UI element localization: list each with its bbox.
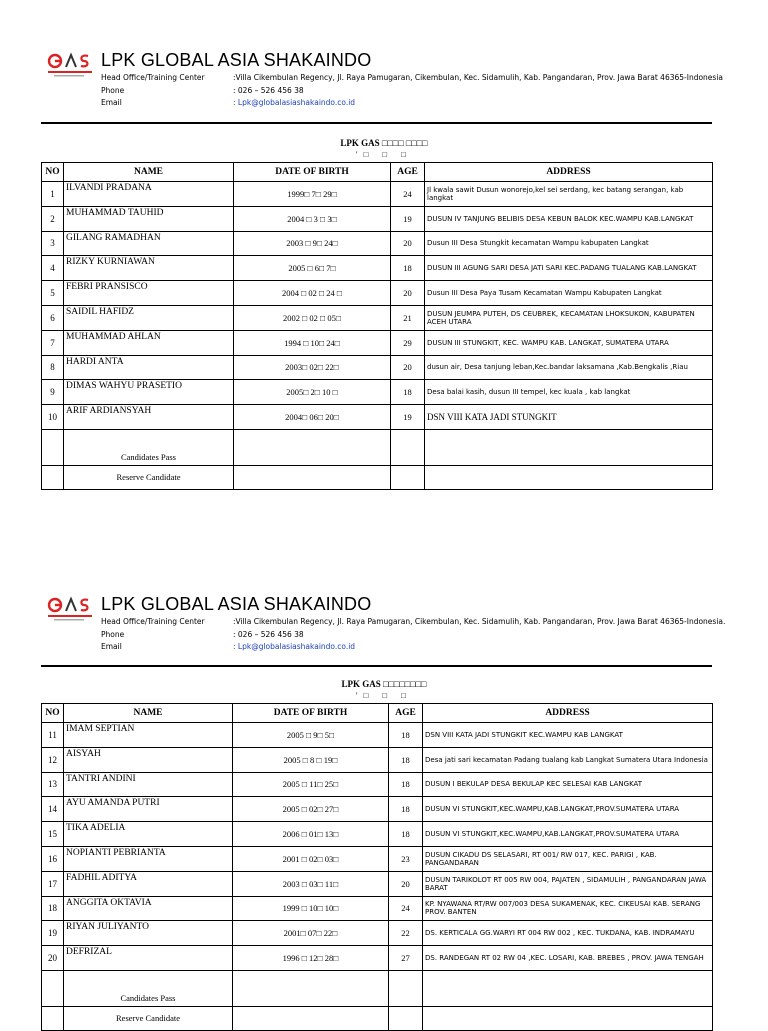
candidate-address: Jl kwala sawit Dusun wonorejo,kel sei serdang, kec batang serangan, kab langkat [425, 182, 713, 207]
office-label: Head Office/Training Center [101, 73, 205, 82]
candidate-age: 20 [391, 355, 425, 380]
phone-label: Phone [101, 86, 125, 95]
candidate-address: DUSUN CIKADU DS SELASARI, RT 001/ RW 017, KEC. PARIGI , KAB. PANGANDARAN [423, 846, 713, 871]
table-row [42, 182, 713, 207]
row-number: 20 [42, 946, 64, 971]
candidate-address: DUSUN IV TANJUNG BELIBIS DESA KEBUN BALOK KEC.WAMPU KAB.LANGKAT [425, 206, 713, 231]
date-of-birth: 2001 □ 02□ 03□ [233, 846, 389, 871]
candidate-age: 19 [391, 405, 425, 430]
candidate-address: DS. KERTICALA GG.WARYI RT 004 RW 002 , KEC. TUKDANA, KAB. INDRAMAYU [423, 921, 713, 946]
date-of-birth: 2005 □ 8 □ 19□ [233, 747, 389, 772]
candidate-age: 18 [391, 380, 425, 405]
header-divider [41, 122, 712, 124]
row-number: 9 [42, 380, 64, 405]
date-of-birth: 2005 □ 6□ 7□ [234, 256, 391, 281]
candidate-name: SAIDIL HAFIDZ [64, 305, 234, 330]
candidate-name: MUHAMMAD AHLAN [64, 330, 234, 355]
row-number: 5 [42, 281, 64, 306]
office-address: :Villa Cikembulan Regency, Jl. Raya Pamugaran, Cikembulan, Kec. Sidamulih, Kab. Pangandaran, Prov. Jawa Barat 46365-Indonesia [233, 73, 724, 82]
form-subtitle: '□ □ □ [356, 150, 412, 159]
date-of-birth: 1999□ 7□ 29□ [234, 182, 391, 207]
table-row [42, 281, 713, 306]
candidate-name: MUHAMMAD TAUHID [64, 206, 234, 231]
email-link[interactable]: : Lpk@globalasiashakaindo.co.id [233, 642, 356, 651]
form-subtitle: '□ □ □ [356, 691, 412, 700]
row-number: 10 [42, 405, 64, 430]
gas-logo-icon [46, 596, 94, 622]
candidate-address: DSN VIII KATA JADI STUNGKIT KEC.WAMPU KAB LANGKAT [423, 723, 713, 748]
date-of-birth: 2005 □ 02□ 27□ [233, 797, 389, 822]
candidate-address: DUSUN JEUMPA PUTEH, DS CEUBREK, KECAMATAN LHOKSUKON, KABUPATEN ACEH UTARA [425, 305, 713, 330]
candidate-age: 18 [389, 797, 423, 822]
candidate-age: 20 [389, 871, 423, 896]
table-row [42, 846, 713, 871]
candidate-name: AISYAH [64, 747, 233, 772]
candidate-address: KP. NYAWANA RT/RW 007/003 DESA SUKAMENAK, KEC. CIKEUSAI KAB. SERANG PROV. BANTEN [423, 896, 713, 921]
row-number: 3 [42, 231, 64, 256]
phone-label: Phone [101, 630, 125, 639]
table-row [42, 946, 713, 971]
candidate-age: 24 [391, 182, 425, 207]
candidate-address: Desa jati sari kecamatan Padang tualang kab Langkat Sumatera Utara Indonesia [423, 747, 713, 772]
date-of-birth: 2002 □ 02 □ 05□ [234, 305, 391, 330]
form-title: LPK GAS □□□□ □□□□ [340, 138, 428, 148]
reserve-candidate-label: Reserve Candidate [64, 1006, 233, 1030]
table-row [42, 871, 713, 896]
candidate-age: 22 [389, 921, 423, 946]
candidate-name: FEBRI PRANSISCO [64, 281, 234, 306]
date-of-birth: 2006 □ 01□ 13□ [233, 822, 389, 847]
candidate-age: 18 [389, 723, 423, 748]
office-label: Head Office/Training Center [101, 617, 205, 626]
candidates-table-2 [41, 703, 713, 1031]
candidate-name: GILANG RAMADHAN [64, 231, 234, 256]
row-number: 13 [42, 772, 64, 797]
form-title: LPK GAS □□□□□□□□ [341, 679, 427, 689]
table-row [42, 330, 713, 355]
date-of-birth: 2003 □ 9□ 24□ [234, 231, 391, 256]
row-number: 17 [42, 871, 64, 896]
candidate-age: 20 [391, 231, 425, 256]
candidate-address: Dusun III Desa Paya Tusam Kecamatan Wampu Kabupaten Langkat [425, 281, 713, 306]
row-number: 14 [42, 797, 64, 822]
row-number: 6 [42, 305, 64, 330]
row-number: 7 [42, 330, 64, 355]
candidate-name: HARDI ANTA [64, 355, 234, 380]
candidate-name: TIKA ADELIA [64, 822, 233, 847]
col-no: NO [42, 704, 64, 723]
candidate-name: NOPIANTI PEBRIANTA [64, 846, 233, 871]
candidate-name: ILVANDI PRADANA [64, 182, 234, 207]
email-link[interactable]: : Lpk@globalasiashakaindo.co.id [233, 98, 356, 107]
col-dob: DATE OF BIRTH [234, 163, 391, 182]
email-label: Email [101, 642, 122, 651]
col-name: NAME [64, 704, 233, 723]
candidate-age: 21 [391, 305, 425, 330]
row-number: 11 [42, 723, 64, 748]
table-row [42, 896, 713, 921]
row-number: 2 [42, 206, 64, 231]
table-row [42, 921, 713, 946]
candidate-name: FADHIL ADITYA [64, 871, 233, 896]
header-divider [41, 665, 712, 667]
candidate-address: Dusun III Desa Stungkit kecamatan Wampu kabupaten Langkat [425, 231, 713, 256]
col-address: ADDRESS [423, 704, 713, 723]
candidate-name: AYU AMANDA PUTRI [64, 797, 233, 822]
table-row [42, 797, 713, 822]
table-row [42, 206, 713, 231]
candidate-name: RIYAN JULIYANTO [64, 921, 233, 946]
candidate-name: DIMAS WAHYU PRASETIO [64, 380, 234, 405]
candidates-pass-label: Candidates Pass [64, 429, 234, 465]
candidate-address: DUSUN VI STUNGKIT,KEC.WAMPU,KAB.LANGKAT,PROV.SUMATERA UTARA [423, 822, 713, 847]
candidate-name: RIZKY KURNIAWAN [64, 256, 234, 281]
table-row [42, 723, 713, 748]
date-of-birth: 1999 □ 10□ 10□ [233, 896, 389, 921]
candidate-address: DUSUN VI STUNGKIT,KEC.WAMPU,KAB.LANGKAT,PROV.SUMATERA UTARA [423, 797, 713, 822]
candidate-address: DUSUN TARIKOLOT RT 005 RW 004, PAJATEN , SIDAMULIH , PANGANDARAN JAWA BARAT [423, 871, 713, 896]
col-name: NAME [64, 163, 234, 182]
row-number: 1 [42, 182, 64, 207]
candidate-name: DEFRIZAL [64, 946, 233, 971]
candidates-pass-label: Candidates Pass [64, 970, 233, 1006]
candidate-address: DUSUN III AGUNG SARI DESA JATI SARI KEC.PADANG TUALANG KAB.LANGKAT [425, 256, 713, 281]
date-of-birth: 2004□ 06□ 20□ [234, 405, 391, 430]
candidate-age: 18 [389, 747, 423, 772]
row-number: 8 [42, 355, 64, 380]
company-name: LPK GLOBAL ASIA SHAKAINDO [101, 594, 372, 614]
phone-value: : 026 – 526 456 38 [233, 86, 304, 95]
candidate-age: 18 [391, 256, 425, 281]
table-row [42, 405, 713, 430]
table-row [42, 256, 713, 281]
candidate-age: 20 [391, 281, 425, 306]
gas-logo-icon [46, 52, 94, 78]
date-of-birth: 2004 □ 02 □ 24 □ [234, 281, 391, 306]
table-row [42, 822, 713, 847]
date-of-birth: 1994 □ 10□ 24□ [234, 330, 391, 355]
col-age: AGE [391, 163, 425, 182]
date-of-birth: 2003□ 02□ 22□ [234, 355, 391, 380]
candidates-table-1 [41, 162, 713, 490]
table-row [42, 231, 713, 256]
candidate-address: Desa balai kasih, dusun III tempel, kec kuala , kab langkat [425, 380, 713, 405]
candidate-age: 18 [389, 772, 423, 797]
candidate-name: ARIF ARDIANSYAH [64, 405, 234, 430]
reserve-candidate-label: Reserve Candidate [64, 465, 234, 489]
row-number: 18 [42, 896, 64, 921]
table-row [42, 355, 713, 380]
row-number: 19 [42, 921, 64, 946]
candidate-age: 18 [389, 822, 423, 847]
col-dob: DATE OF BIRTH [233, 704, 389, 723]
table-row [42, 747, 713, 772]
table-body [42, 723, 713, 971]
candidate-address: DUSUN I BEKULAP DESA BEKULAP KEC SELESAI KAB LANGKAT [423, 772, 713, 797]
candidate-address: DS. RANDEGAN RT 02 RW 04 ,KEC. LOSARI, KAB. BREBES , PROV. JAWA TENGAH [423, 946, 713, 971]
company-name: LPK GLOBAL ASIA SHAKAINDO [101, 50, 372, 70]
candidate-name: TANTRI ANDINI [64, 772, 233, 797]
table-row [42, 772, 713, 797]
candidate-address: DUSUN III STUNGKIT, KEC. WAMPU KAB. LANGKAT, SUMATERA UTARA [425, 330, 713, 355]
email-label: Email [101, 98, 122, 107]
date-of-birth: 2005□ 2□ 10 □ [234, 380, 391, 405]
candidate-address: dusun air, Desa tanjung leban,Kec.bandar laksamana ,Kab.Bengkalis ,Riau [425, 355, 713, 380]
candidate-age: 19 [391, 206, 425, 231]
col-no: NO [42, 163, 64, 182]
row-number: 12 [42, 747, 64, 772]
candidate-age: 27 [389, 946, 423, 971]
candidate-age: 23 [389, 846, 423, 871]
table-row [42, 380, 713, 405]
col-address: ADDRESS [425, 163, 713, 182]
col-age: AGE [389, 704, 423, 723]
candidate-name: ANGGITA OKTAVIA [64, 896, 233, 921]
office-address: :Villa Cikembulan Regency, Jl. Raya Pamugaran, Cikembulan, Kec. Sidamulih, Kab. Pangandaran, Prov. Jawa Barat 46365-Indonesia. [233, 617, 726, 626]
table-body [42, 182, 713, 430]
row-number: 16 [42, 846, 64, 871]
phone-value: : 026 – 526 456 38 [233, 630, 304, 639]
candidate-name: IMAM SEPTIAN [64, 723, 233, 748]
candidate-age: 24 [389, 896, 423, 921]
date-of-birth: 2004 □ 3 □ 3□ [234, 206, 391, 231]
date-of-birth: 2005 □ 11□ 25□ [233, 772, 389, 797]
candidate-age: 29 [391, 330, 425, 355]
table-row [42, 305, 713, 330]
row-number: 4 [42, 256, 64, 281]
date-of-birth: 2005 □ 9□ 5□ [233, 723, 389, 748]
row-number: 15 [42, 822, 64, 847]
date-of-birth: 2003 □ 03□ 11□ [233, 871, 389, 896]
date-of-birth: 1996 □ 12□ 28□ [233, 946, 389, 971]
date-of-birth: 2001□ 07□ 22□ [233, 921, 389, 946]
candidate-address: DSN VIII KATA JADI STUNGKIT [425, 405, 713, 430]
